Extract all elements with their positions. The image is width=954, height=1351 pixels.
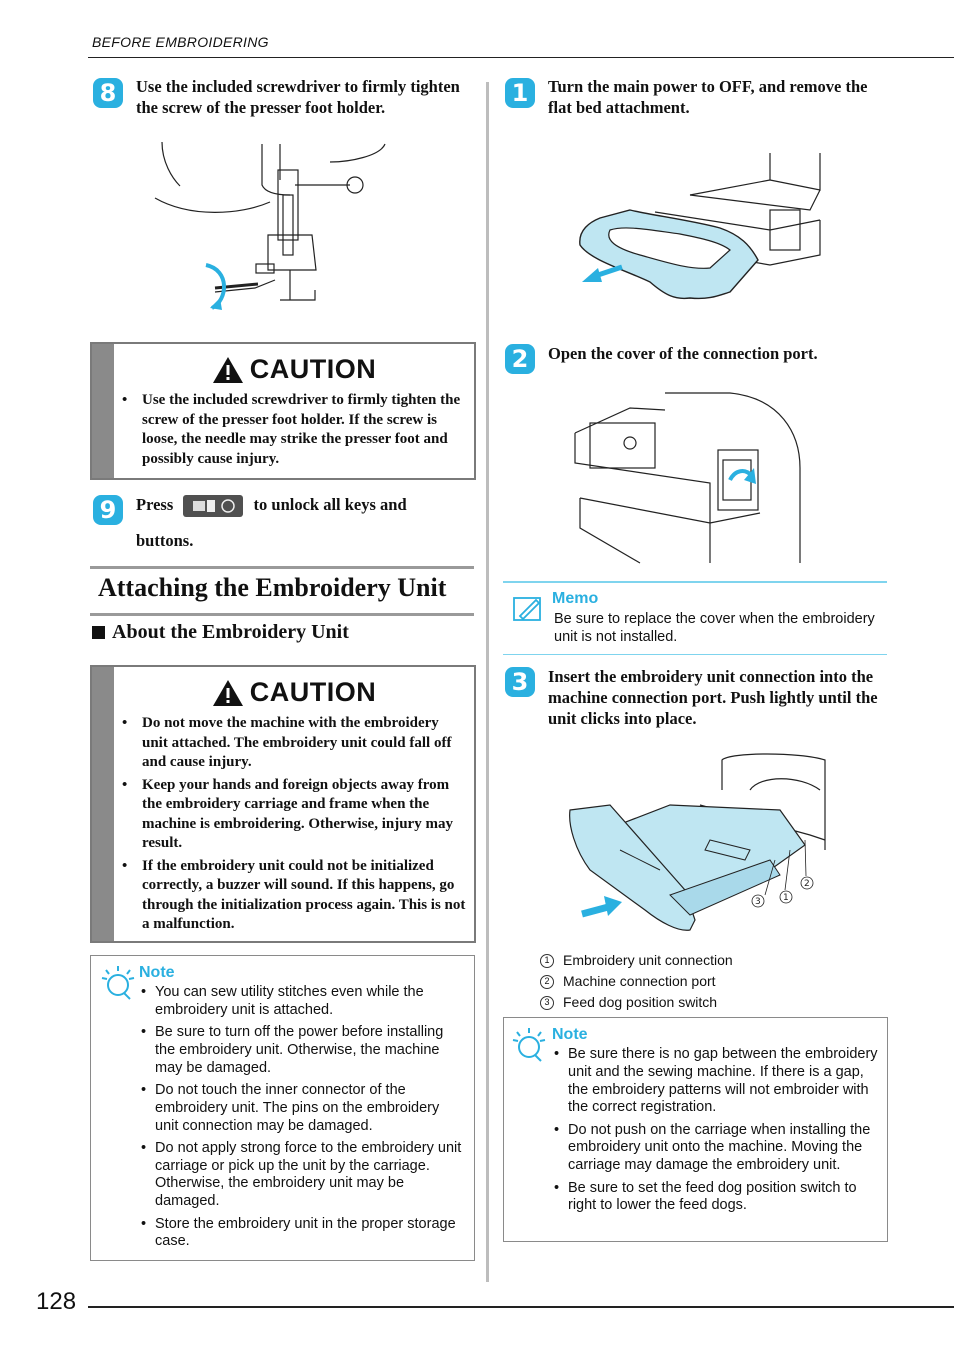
callout-2: 2 xyxy=(804,879,810,889)
legend-item xyxy=(540,971,733,992)
step-9-text xyxy=(136,494,481,517)
caution-item: • Do not move the machine with the embroidery unit attached. The embroidery unit could fall off and cause injury. xyxy=(116,714,466,773)
step-9-badge: 9 xyxy=(93,495,123,525)
subheading xyxy=(92,621,349,644)
note-item: • Be sure there is no gap between the embroidery unit and the sewing machine. If there is a gap, the embroidery patterns will not embroider with the correct registration. xyxy=(552,1046,882,1117)
note-item: • Do not touch the inner connector of the embroidery unit. The pins on the embroidery unit connection may be damaged. xyxy=(139,1082,465,1135)
warning-triangle-icon xyxy=(212,356,244,384)
note-item: • You can sew utility stitches even while the embroidery unit is attached. xyxy=(139,984,465,1020)
note-list xyxy=(552,1046,882,1220)
step-9-press-label: Press xyxy=(136,495,174,514)
step-9-line2: buttons. xyxy=(136,531,194,550)
note-title: Note xyxy=(139,964,175,981)
caution-title: CAUTION xyxy=(249,354,377,384)
square-bullet-icon xyxy=(92,626,105,639)
note-list xyxy=(139,984,465,1256)
legend-number: 2 xyxy=(540,975,554,989)
section-title: Attaching the Embroidery Unit xyxy=(98,573,447,602)
caution-bar xyxy=(92,667,114,941)
step-2-text: Open the cover of the connection port. xyxy=(548,344,818,363)
note-box-right xyxy=(503,1017,888,1242)
note-lightbulb-icon xyxy=(101,964,135,1000)
memo-title: Memo xyxy=(552,590,599,607)
caution-2-list xyxy=(116,714,466,938)
step-9-after: to unlock all keys and xyxy=(253,495,407,514)
memo-pencil-icon xyxy=(512,594,544,624)
legend-number: 3 xyxy=(540,996,554,1010)
caution-heading xyxy=(92,354,474,385)
legend-item xyxy=(540,992,733,1013)
flat-bed-removal-illustration xyxy=(570,150,830,310)
section-title-bar xyxy=(90,566,474,616)
note-item: • Store the embroidery unit in the proper storage case. xyxy=(139,1216,465,1252)
column-divider xyxy=(486,82,489,1282)
memo-text: Be sure to replace the cover when the embroidery unit is not installed. xyxy=(554,611,875,645)
running-header: BEFORE EMBROIDERING xyxy=(92,34,269,50)
legend xyxy=(540,950,733,1013)
caution-1-list xyxy=(116,391,466,472)
memo-bottom-rule xyxy=(503,654,887,655)
caution-box-2 xyxy=(90,665,476,943)
callout-1: 1 xyxy=(783,893,789,903)
note-lightbulb-icon xyxy=(512,1026,546,1062)
step-8-text: Use the included screwdriver to firmly tighten the screw of the presser foot holder. xyxy=(136,77,460,117)
legend-number: 1 xyxy=(540,954,554,968)
legend-label: Machine connection port xyxy=(563,973,716,989)
note-item: • Do not push on the carriage when installing the embroidery unit onto the machine. Moving the carriage may damage the embroidery unit. xyxy=(552,1122,882,1175)
lock-key-button[interactable] xyxy=(183,495,243,517)
step-8-badge: 8 xyxy=(93,78,123,108)
step-1-badge: 1 xyxy=(505,78,535,108)
subheading-text: About the Embroidery Unit xyxy=(112,621,349,643)
caution-title: CAUTION xyxy=(249,677,377,707)
note-title: Note xyxy=(552,1026,588,1043)
memo-top-rule xyxy=(503,581,887,583)
note-item: • Do not apply strong force to the embroidery unit carriage or pick up the unit by the carriage. Otherwise, the embroidery unit may be damaged. xyxy=(139,1140,465,1211)
legend-item xyxy=(540,950,733,971)
legend-label: Feed dog position switch xyxy=(563,994,718,1010)
footer-rule xyxy=(88,1306,954,1308)
caution-box-1 xyxy=(90,342,476,480)
note-item: • Be sure to set the feed dog position switch to right to lower the feed dogs. xyxy=(552,1180,882,1216)
caution-item: • Keep your hands and foreign objects away from the embroidery carriage and frame when the machine is embroidering. Otherwise, injury may result. xyxy=(116,776,466,854)
lock-key-icon xyxy=(187,497,239,515)
header-rule xyxy=(88,57,954,58)
embroidery-unit-install-illustration xyxy=(550,750,840,935)
note-box-left xyxy=(90,955,475,1261)
page-number: 128 xyxy=(36,1288,77,1315)
step-3-badge: 3 xyxy=(505,667,535,697)
presser-foot-screwdriver-illustration xyxy=(150,140,400,315)
caution-item: • If the embroidery unit could not be initialized correctly, a buzzer will sound. If this happens, go through the initialization process again. This is not a malfunction. xyxy=(116,857,466,935)
caution-item: • Use the included screwdriver to firmly tighten the screw of the presser foot holder. If the screw is loose, the needle may strike the presser foot and possibly cause injury. xyxy=(116,391,466,469)
caution-heading xyxy=(92,677,474,708)
note-item: • Be sure to turn off the power before installing the embroidery unit. Otherwise, the machine may be damaged. xyxy=(139,1024,465,1077)
step-3-text: Insert the embroidery unit connection into the machine connection port. Push lightly until the unit clicks into place. xyxy=(548,667,878,728)
warning-triangle-icon xyxy=(212,679,244,707)
connection-port-illustration xyxy=(570,388,830,568)
legend-label: Embroidery unit connection xyxy=(563,952,733,968)
step-2-badge: 2 xyxy=(505,344,535,374)
step-1-text: Turn the main power to OFF, and remove the flat bed attachment. xyxy=(548,77,868,117)
callout-3: 3 xyxy=(755,897,761,907)
